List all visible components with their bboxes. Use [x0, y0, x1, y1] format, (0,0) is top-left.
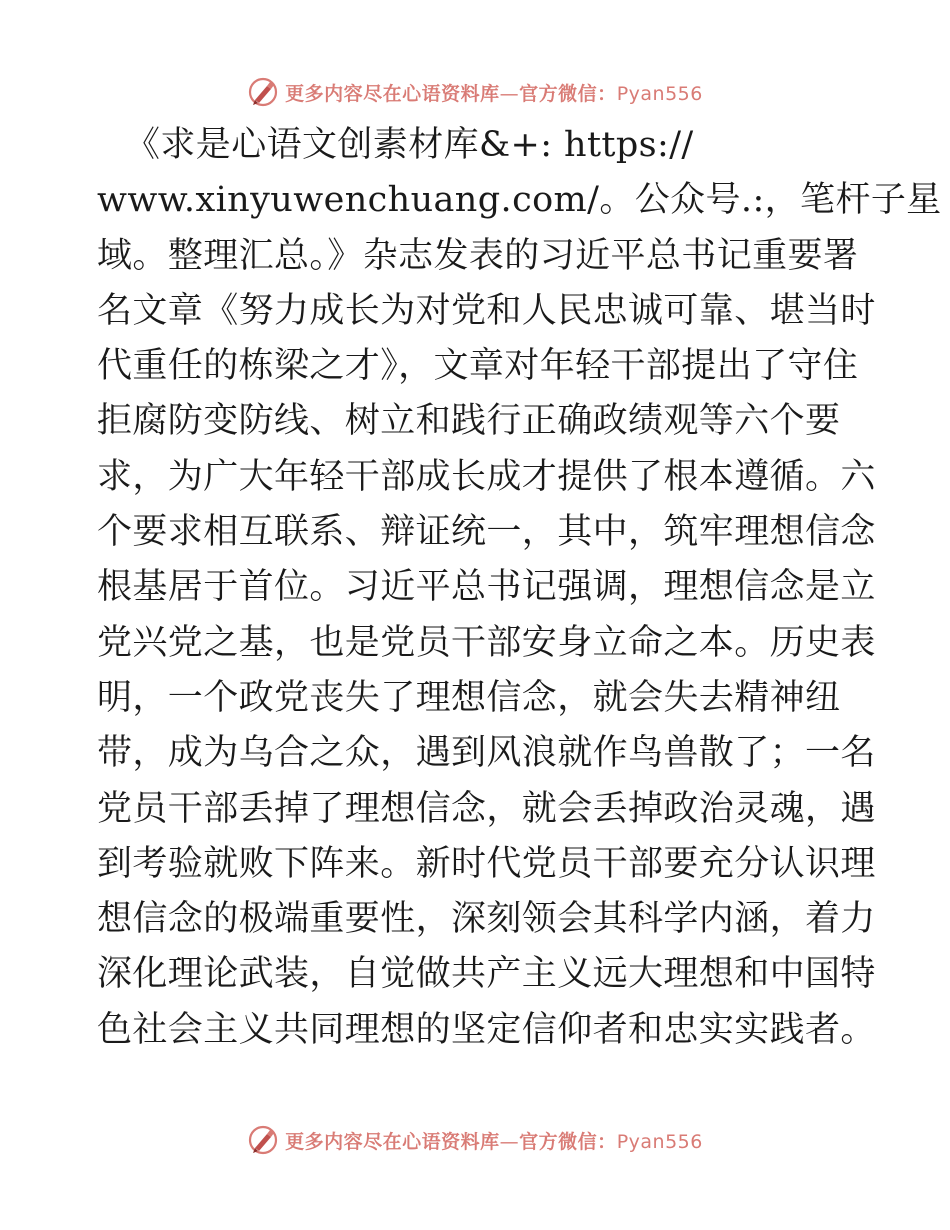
body-text-line: 《求是心语文创素材库&+: https://: [125, 125, 694, 165]
banner-separator: —: [499, 1130, 520, 1153]
article-body: [97, 122, 942, 1062]
body-text-line: 根基居于首位。习近平总书记强调，理想信念是立: [97, 567, 876, 608]
body-text-line: 明，一个政党丧失了理想信念，就会失去精神纽: [97, 677, 841, 718]
banner-slogan: 更多内容尽在心语资料库: [285, 82, 500, 105]
body-text-line: 域。整理汇总。》杂志发表的习近平总书记重要署: [97, 235, 859, 276]
banner-wechat-id: Pyan556: [616, 82, 703, 105]
banner-separator: —: [499, 82, 520, 105]
header-watermark-banner: [0, 72, 950, 112]
body-text-line: 拒腐防变防线、树立和践行正确政绩观等六个要: [97, 401, 841, 442]
body-text-line: 党员干部丢掉了理想信念，就会丢掉政治灵魂，遇: [97, 788, 876, 829]
body-text-line: 代重任的栋梁之才》，文章对年轻干部提出了守住: [97, 346, 859, 387]
footer-watermark-banner: [0, 1120, 950, 1160]
body-text-line: 党兴党之基，也是党员干部安身立命之本。历史表: [97, 622, 876, 663]
body-text-line: 名文章《努力成长为对党和人民忠诚可靠、堪当时: [97, 290, 876, 331]
body-text-line: 个要求相互联系、辩证统一，其中，筑牢理想信念: [97, 512, 876, 553]
body-text-line: 深化理论武装，自觉做共产主义远大理想和中国特: [97, 954, 876, 995]
body-text-line: 带，成为乌合之众，遇到风浪就作鸟兽散了；一名: [97, 733, 876, 774]
body-text-line: 色社会主义共同理想的坚定信仰者和忠实实践者。: [97, 1009, 876, 1050]
banner-wechat-label: 官方微信：: [519, 1130, 617, 1153]
body-text-line: 到考验就败下阵来。新时代党员干部要充分认识理: [97, 843, 876, 884]
body-text-line: 求，为广大年轻干部成长成才提供了根本遵循。六: [97, 456, 876, 497]
banner-wechat-label: 官方微信：: [519, 82, 617, 105]
body-text-line: www.xinyuwenchuang.com/。公众号.:，笔杆子星: [97, 180, 942, 221]
pen-logo-icon: [247, 1124, 279, 1156]
pen-logo-icon: [247, 76, 279, 108]
banner-wechat-id: Pyan556: [616, 1130, 703, 1153]
body-text-line: 想信念的极端重要性，深刻领会其科学内涵，着力: [97, 899, 876, 940]
banner-slogan: 更多内容尽在心语资料库: [285, 1130, 500, 1153]
